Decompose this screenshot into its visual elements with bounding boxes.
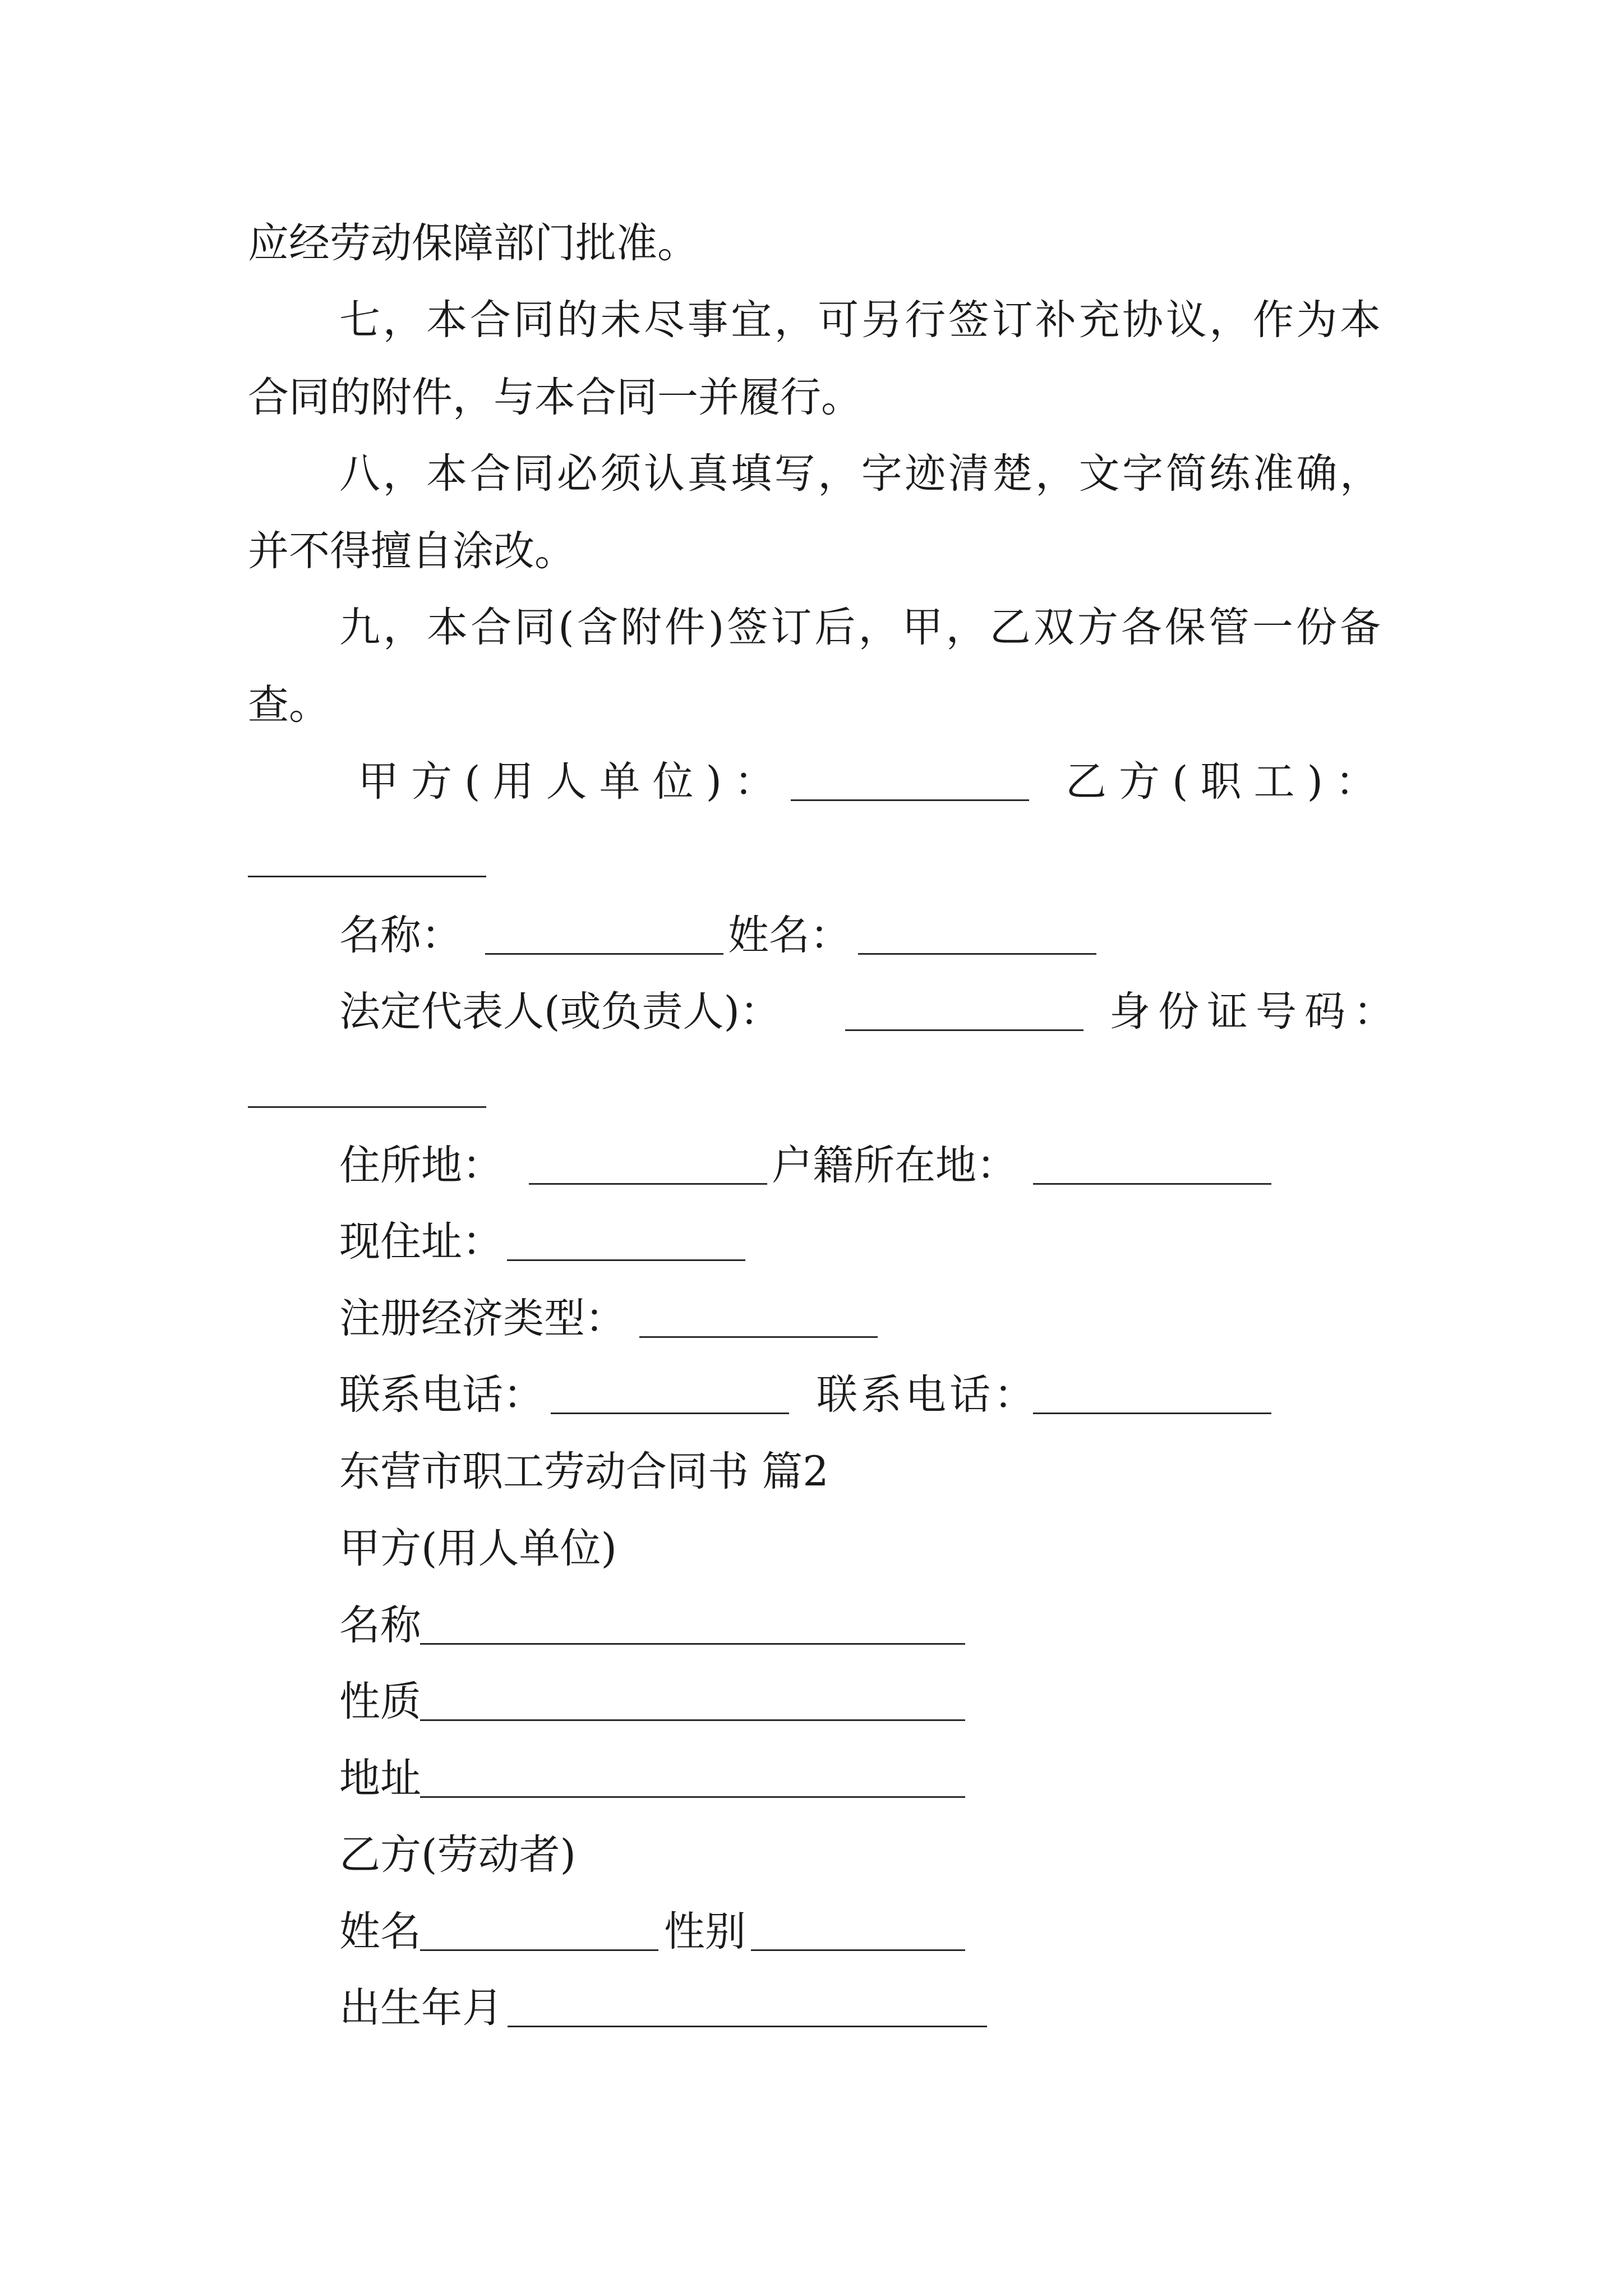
paragraph-7-line-2: 合同的附件，与本合同一并履行。: [248, 374, 862, 421]
economic-type-label: 注册经济类型：: [339, 1295, 626, 1342]
paragraph-7-line-1: 七，本合同的未尽事宜，可另行签订补充协议，作为本: [339, 296, 1381, 344]
household-blank[interactable]: [1033, 1183, 1271, 1185]
birth-date-label: 出生年月: [339, 1984, 503, 2032]
paragraph-8-line-2: 并不得擅自涂改。: [248, 527, 575, 575]
phone-a-label: 联系电话：: [339, 1371, 544, 1419]
gender-label: 性别: [664, 1908, 746, 1955]
company-address-label: 地址: [339, 1755, 421, 1802]
name-field-blank[interactable]: [485, 953, 723, 955]
id-number-label: 身份证号码：: [1109, 988, 1402, 1036]
paragraph-9-line-1: 九，本合同(含附件)签订后，甲，乙双方各保管一份备: [339, 604, 1381, 651]
economic-type-blank[interactable]: [639, 1336, 878, 1338]
phone-a-blank[interactable]: [551, 1412, 789, 1414]
paragraph-8-line-1: 八，本合同必须认真填写，字迹清楚，文字简练准确，: [339, 450, 1381, 498]
party-a-blank[interactable]: [791, 799, 1029, 801]
worker-name-label: 姓名: [339, 1908, 421, 1955]
phone-b-blank[interactable]: [1033, 1412, 1271, 1414]
party-a-heading: 甲方(用人单位): [339, 1525, 617, 1572]
paragraph-6-end: 应经劳动保障部门批准。: [248, 219, 698, 267]
residence-label: 住所地：: [339, 1142, 503, 1189]
current-address-label: 现住址：: [339, 1218, 503, 1266]
party-a-label: 甲方(用人单位)：: [358, 758, 787, 806]
birth-date-blank[interactable]: [508, 2026, 987, 2027]
gender-blank[interactable]: [751, 1949, 965, 1951]
company-nature-label: 性质: [339, 1678, 421, 1726]
legal-rep-blank[interactable]: [845, 1029, 1083, 1031]
worker-name-blank[interactable]: [420, 1949, 658, 1951]
person-name-label: 姓名：: [728, 912, 851, 959]
residence-blank[interactable]: [529, 1183, 767, 1185]
id-number-blank[interactable]: [248, 1106, 486, 1108]
phone-b-label: 联系电话：: [817, 1371, 1038, 1419]
paragraph-9-line-2: 查。: [248, 681, 330, 729]
company-address-blank[interactable]: [420, 1796, 965, 1798]
legal-rep-label: 法定代表人(或负责人)：: [339, 988, 781, 1036]
party-b-label: 乙方(职工)：: [1066, 758, 1389, 806]
household-label: 户籍所在地：: [772, 1142, 1017, 1189]
current-address-blank[interactable]: [507, 1259, 745, 1261]
person-name-blank[interactable]: [858, 953, 1096, 955]
company-nature-blank[interactable]: [420, 1719, 965, 1721]
company-name-blank[interactable]: [420, 1643, 965, 1645]
party-b-blank[interactable]: [248, 876, 486, 877]
section-2-title: 东营市职工劳动合同书 篇2: [339, 1448, 829, 1496]
company-name-label: 名称: [339, 1602, 421, 1649]
party-b-heading: 乙方(劳动者): [339, 1831, 576, 1879]
name-field-label: 名称：: [339, 912, 462, 959]
